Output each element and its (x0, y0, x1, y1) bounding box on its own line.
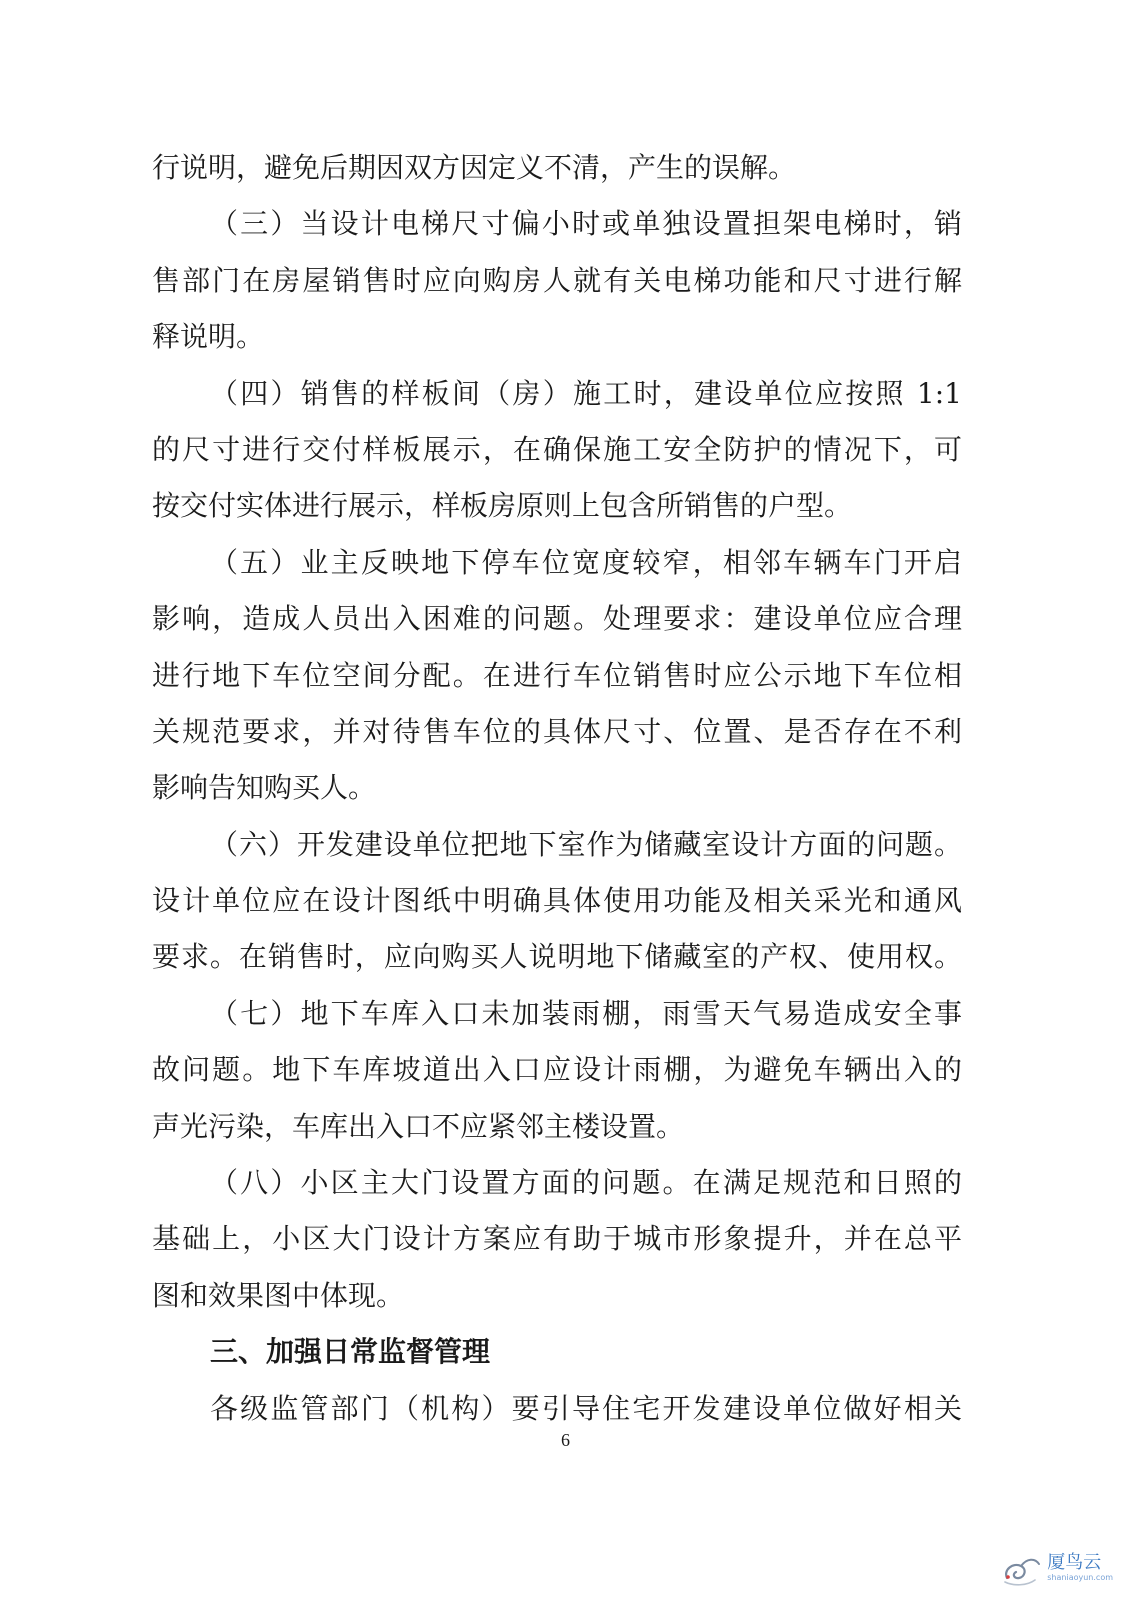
paragraph-line: 故问题。地下车库坡道出入口应设计雨棚，为避免车辆出入的 (152, 1053, 962, 1087)
paragraph-line: 按交付实体进行展示，样板房原则上包含所销售的户型。 (152, 489, 853, 523)
paragraph-line: 影响，造成人员出入困难的问题。处理要求：建设单位应合理 (152, 602, 962, 636)
paragraph-line: 基础上，小区大门设计方案应有助于城市形象提升，并在总平 (152, 1222, 962, 1256)
paragraph-line: （五）业主反映地下停车位宽度较窄，相邻车辆车门开启 (210, 545, 962, 579)
paragraph-line: （四）销售的样板间（房）施工时，建设单位应按照 1:1 (210, 376, 962, 410)
paragraph-line: （八）小区主大门设置方面的问题。在满足规范和日照的 (210, 1166, 962, 1200)
paragraph-line: （三）当设计电梯尺寸偏小时或单独设置担架电梯时，销 (210, 207, 962, 241)
watermark-url: shaniaoyun.com (1047, 1573, 1113, 1582)
document-body (152, 140, 962, 1437)
watermark-brand: 厦鸟云 (1047, 1552, 1102, 1573)
paragraph-line: （七）地下车库入口未加装雨棚，雨雪天气易造成安全事 (210, 996, 962, 1030)
paragraph-line: （六）开发建设单位把地下室作为储藏室设计方面的问题。 (210, 827, 962, 861)
watermark (999, 1548, 1113, 1588)
paragraph-line: 图和效果图中体现。 (152, 1278, 405, 1312)
paragraph-line: 售部门在房屋销售时应向购房人就有关电梯功能和尺寸进行解 (152, 263, 962, 297)
paragraph-line: 影响告知购买人。 (152, 771, 377, 805)
paragraph-line: 设计单位应在设计图纸中明确具体使用功能及相关采光和通风 (152, 884, 962, 918)
paragraph-line: 声光污染，车库出入口不应紧邻主楼设置。 (152, 1109, 685, 1143)
page-number: 6 (561, 1430, 570, 1450)
paragraph-line: 关规范要求，并对待售车位的具体尺寸、位置、是否存在不利 (152, 714, 962, 748)
paragraph-line: 要求。在销售时，应向购买人说明地下储藏室的产权、使用权。 (152, 940, 962, 974)
section-heading: 三、加强日常监督管理 (210, 1335, 491, 1369)
paragraph-line: 的尺寸进行交付样板展示，在确保施工安全防护的情况下，可 (152, 432, 962, 466)
paragraph-line: 行说明，避免后期因双方因定义不清，产生的误解。 (152, 151, 797, 184)
paragraph-line: 进行地下车位空间分配。在进行车位销售时应公示地下车位相 (152, 658, 962, 692)
bird-logo-icon (999, 1548, 1043, 1588)
paragraph-line: 各级监管部门（机构）要引导住宅开发建设单位做好相关 (210, 1391, 962, 1425)
paragraph-line: 释说明。 (152, 320, 265, 354)
watermark-text (1047, 1553, 1113, 1583)
